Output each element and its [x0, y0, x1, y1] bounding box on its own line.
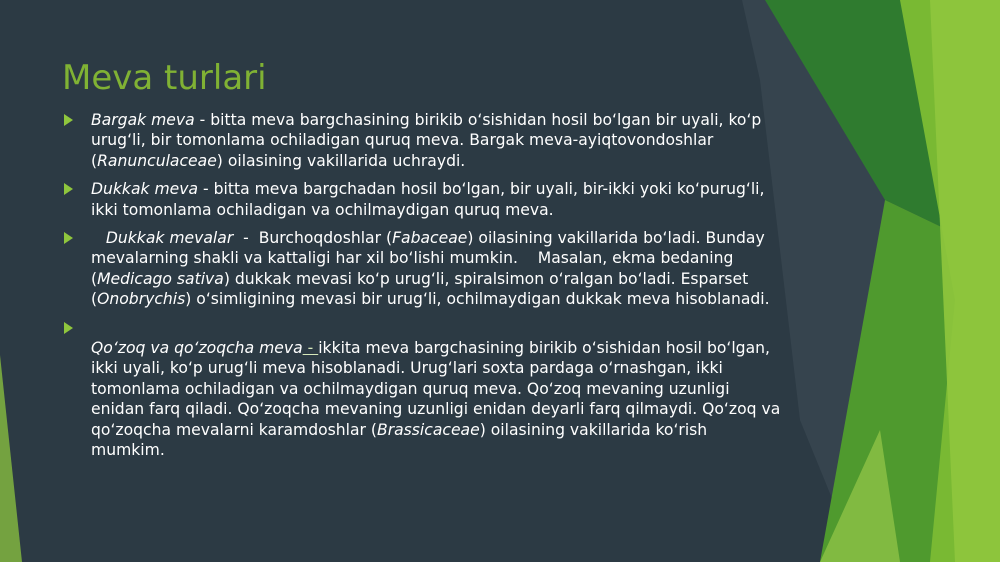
bullet-item-qozoq	[62, 318, 782, 461]
definition-text: ) oilasining vakillarida bo‘ladi. Bunday mevalarning shakli va kattaligi har xil bo‘lishi mumkin. Masalan, ekma bedaning (	[91, 229, 770, 288]
bullet-item-dukkak-meva	[62, 179, 782, 220]
definition-text: Burchoqdoshlar (	[258, 229, 393, 248]
definition-text: ) o‘simligining mevasi bir urug‘li, ochilmaydigan dukkak meva hisoblanadi.	[185, 290, 770, 309]
term-dukkak-meva: Dukkak meva	[91, 180, 199, 199]
blank-line	[91, 318, 782, 338]
definition-text: ) oilasining vakillarida ko‘rish mumkim.	[91, 420, 708, 460]
definition-text: bitta meva bargchasining birikib o‘sishidan hosil bo‘lgan bir uyali, ko‘p urug‘li, bir tomonlama ochiladigan quruq meva. Bargak meva-ayiqtovondoshlar (	[91, 111, 762, 170]
latin-name: Medicago sativa	[97, 269, 224, 288]
triangle-bullet-icon	[64, 183, 73, 195]
separator: -	[302, 339, 319, 358]
bullet-item-bargak	[62, 110, 782, 171]
definition-text: ikkita meva bargchasining birikib o‘sishidan hosil bo‘lgan, ikki uyali, ko‘p urug‘li meva hisoblanadi. Urug‘lari soxta pardaga o‘rnashgan, ikki tomonlama ochiladigan va ochilmaydigan quruq meva. Qo‘zoq mevaning uzunligi enidan farq qiladi. Qo‘zoqcha mevaning uzunligi enidan deyarli farq qilmaydi. Qo‘zoq va qo‘zoqcha mevalarni karamdoshlar (	[91, 339, 781, 439]
definition-text: ) oilasining vakillarida uchraydi.	[216, 151, 466, 170]
separator: -	[194, 111, 211, 129]
latin-name: Onobrychis	[97, 290, 186, 309]
latin-name: Ranunculaceae	[97, 151, 217, 170]
bullet-list	[62, 110, 782, 468]
term-dukkak-mevalar: Dukkak mevalar	[105, 229, 234, 248]
definition-text: ) dukkak mevasi ko‘p urug‘li, spiralsimon o‘ralgan bo‘ladi. Esparset (	[91, 269, 749, 309]
term-bargak-meva: Bargak meva	[91, 111, 195, 129]
separator: -	[233, 229, 259, 248]
latin-name: Brassicaceae	[377, 420, 480, 439]
triangle-bullet-icon	[64, 232, 73, 244]
term-qozoq-meva: Qo‘zoq va qo‘zoqcha meva	[91, 339, 303, 358]
latin-name: Fabaceae	[392, 229, 468, 248]
slide-title: Meva turlari	[62, 58, 267, 98]
triangle-bullet-icon	[64, 322, 73, 334]
triangle-bullet-icon	[64, 114, 73, 126]
separator: -	[198, 180, 214, 199]
left-green-facet	[0, 355, 22, 562]
definition-text: bitta meva bargchadan hosil bo‘lgan, bir uyali, bir-ikki yoki ko‘purug‘li, ikki tomonlama ochiladigan va ochilmaydigan quruq meva.	[91, 180, 765, 219]
bullet-item-dukkak-mevalar	[62, 228, 782, 310]
